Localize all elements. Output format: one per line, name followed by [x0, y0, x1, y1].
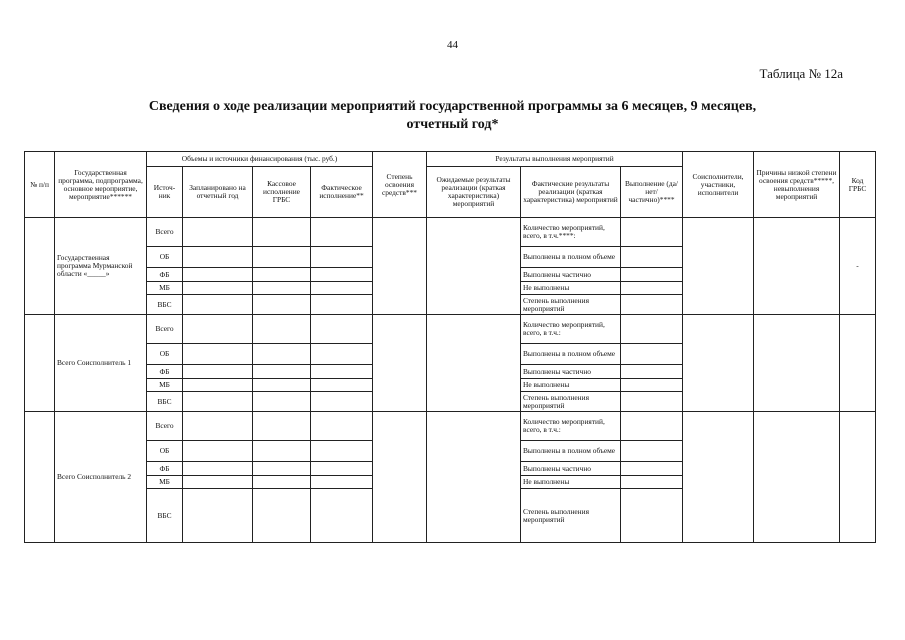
actual-cell: [311, 282, 373, 295]
program-name: Всего Соисполнитель 2: [55, 412, 147, 543]
source-cell: ФБ: [147, 365, 183, 379]
done-cell: [621, 247, 683, 268]
source-cell: МБ: [147, 379, 183, 392]
actual-cell: [311, 392, 373, 412]
planned-cell: [183, 462, 253, 476]
planned-cell: [183, 295, 253, 315]
header-num: № п/п: [25, 152, 55, 218]
done-cell: [621, 218, 683, 247]
document-title: [100, 98, 805, 134]
coexecutors-cell: [683, 315, 754, 412]
source-cell: ОБ: [147, 441, 183, 462]
source-cell: ВБС: [147, 392, 183, 412]
actual-cell: [311, 379, 373, 392]
planned-cell: [183, 218, 253, 247]
cash-cell: [253, 365, 311, 379]
cash-cell: [253, 282, 311, 295]
reasons-cell: [754, 315, 840, 412]
result-cell: Степень выполнения мероприятий: [521, 489, 621, 543]
done-cell: [621, 476, 683, 489]
result-cell: Выполнены в полном объеме: [521, 247, 621, 268]
done-cell: [621, 295, 683, 315]
actual-cell: [311, 441, 373, 462]
header-actual: Фактическое исполнение**: [311, 167, 373, 218]
planned-cell: [183, 476, 253, 489]
actual-cell: [311, 247, 373, 268]
header-results-group: Результаты выполнения мероприятий: [427, 152, 683, 167]
source-cell: ФБ: [147, 268, 183, 282]
actual-cell: [311, 476, 373, 489]
coexecutors-cell: [683, 218, 754, 315]
done-cell: [621, 268, 683, 282]
done-cell: [621, 282, 683, 295]
source-cell: Всего: [147, 412, 183, 441]
expected-cell: [427, 412, 521, 543]
page-number: 44: [447, 39, 458, 51]
done-cell: [621, 392, 683, 412]
result-cell: Выполнены частично: [521, 268, 621, 282]
cash-cell: [253, 344, 311, 365]
done-cell: [621, 379, 683, 392]
actual-cell: [311, 295, 373, 315]
header-source: Источ-ник: [147, 167, 183, 218]
result-cell: Выполнены частично: [521, 365, 621, 379]
header-done: Выполнение (да/нет/ частично)****: [621, 167, 683, 218]
result-cell: Выполнены в полном объеме: [521, 344, 621, 365]
source-cell: МБ: [147, 476, 183, 489]
source-cell: ВБС: [147, 295, 183, 315]
planned-cell: [183, 247, 253, 268]
row-num-cell: [25, 218, 55, 315]
header-program: Государственная программа, подпрограмма, основное мероприятие, мероприятие******: [55, 152, 147, 218]
done-cell: [621, 462, 683, 476]
reasons-cell: [754, 412, 840, 543]
coexecutors-cell: [683, 412, 754, 543]
degree-cell: [373, 218, 427, 315]
header-expected: Ожидаемые результаты реализации (краткая характеристика) мероприятий: [427, 167, 521, 218]
cash-cell: [253, 489, 311, 543]
source-cell: Всего: [147, 315, 183, 344]
grbs-code-cell: [840, 412, 876, 543]
source-cell: ФБ: [147, 462, 183, 476]
degree-cell: [373, 315, 427, 412]
planned-cell: [183, 392, 253, 412]
header-financing-group: Объемы и источники финансирования (тыс. руб.): [147, 152, 373, 167]
table-label: Таблица № 12а: [759, 66, 843, 81]
actual-cell: [311, 489, 373, 543]
result-cell: Количество мероприятий, всего, в т.ч.****:: [521, 218, 621, 247]
header-cash: Кассовое исполнение ГРБС: [253, 167, 311, 218]
planned-cell: [183, 315, 253, 344]
actual-cell: [311, 344, 373, 365]
planned-cell: [183, 441, 253, 462]
source-cell: ОБ: [147, 247, 183, 268]
planned-cell: [183, 365, 253, 379]
cash-cell: [253, 315, 311, 344]
cash-cell: [253, 392, 311, 412]
header-reasons: Причины низкой степени освоения средств*****, невыполнения мероприятий: [754, 152, 840, 218]
cash-cell: [253, 412, 311, 441]
grbs-code-cell: -: [840, 218, 876, 315]
cash-cell: [253, 295, 311, 315]
progress-table: [24, 151, 876, 543]
header-coexecutors: Соисполнители, участники, исполнители: [683, 152, 754, 218]
result-cell: Выполнены частично: [521, 462, 621, 476]
planned-cell: [183, 412, 253, 441]
done-cell: [621, 315, 683, 344]
result-cell: Степень выполнения мероприятий: [521, 295, 621, 315]
cash-cell: [253, 218, 311, 247]
header-grbs-code: Код ГРБС: [840, 152, 876, 218]
planned-cell: [183, 379, 253, 392]
result-cell: Количество мероприятий, всего, в т.ч.:: [521, 412, 621, 441]
row-num-cell: [25, 412, 55, 543]
planned-cell: [183, 268, 253, 282]
result-cell: Выполнены в полном объеме: [521, 441, 621, 462]
actual-cell: [311, 412, 373, 441]
cash-cell: [253, 379, 311, 392]
planned-cell: [183, 282, 253, 295]
result-cell: Не выполнены: [521, 282, 621, 295]
title-line-2: отчетный год*: [406, 117, 499, 132]
cash-cell: [253, 476, 311, 489]
header-factual: Фактические результаты реализации (краткая характеристика) мероприятий: [521, 167, 621, 218]
result-cell: Степень выполнения мероприятий: [521, 392, 621, 412]
cash-cell: [253, 462, 311, 476]
source-cell: МБ: [147, 282, 183, 295]
expected-cell: [427, 218, 521, 315]
planned-cell: [183, 344, 253, 365]
title-line-1: Сведения о ходе реализации мероприятий государственной программы за 6 месяцев, 9 месяцев,: [148, 99, 757, 114]
done-cell: [621, 344, 683, 365]
done-cell: [621, 441, 683, 462]
result-cell: Не выполнены: [521, 379, 621, 392]
header-planned: Запланировано на отчетный год: [183, 167, 253, 218]
done-cell: [621, 365, 683, 379]
result-cell: Количество мероприятий, всего, в т.ч.:: [521, 315, 621, 344]
actual-cell: [311, 268, 373, 282]
source-cell: ВБС: [147, 489, 183, 543]
actual-cell: [311, 315, 373, 344]
degree-cell: [373, 412, 427, 543]
cash-cell: [253, 247, 311, 268]
source-cell: Всего: [147, 218, 183, 247]
program-name: Всего Соисполнитель 1: [55, 315, 147, 412]
row-num-cell: [25, 315, 55, 412]
cash-cell: [253, 268, 311, 282]
actual-cell: [311, 462, 373, 476]
actual-cell: [311, 218, 373, 247]
done-cell: [621, 489, 683, 543]
result-cell: Не выполнены: [521, 476, 621, 489]
source-cell: ОБ: [147, 344, 183, 365]
actual-cell: [311, 365, 373, 379]
header-degree: Степень освоения средств***: [373, 152, 427, 218]
planned-cell: [183, 489, 253, 543]
grbs-code-cell: [840, 315, 876, 412]
expected-cell: [427, 315, 521, 412]
done-cell: [621, 412, 683, 441]
cash-cell: [253, 441, 311, 462]
program-name: Государственная программа Мурманской области «_____»: [55, 218, 147, 315]
reasons-cell: [754, 218, 840, 315]
